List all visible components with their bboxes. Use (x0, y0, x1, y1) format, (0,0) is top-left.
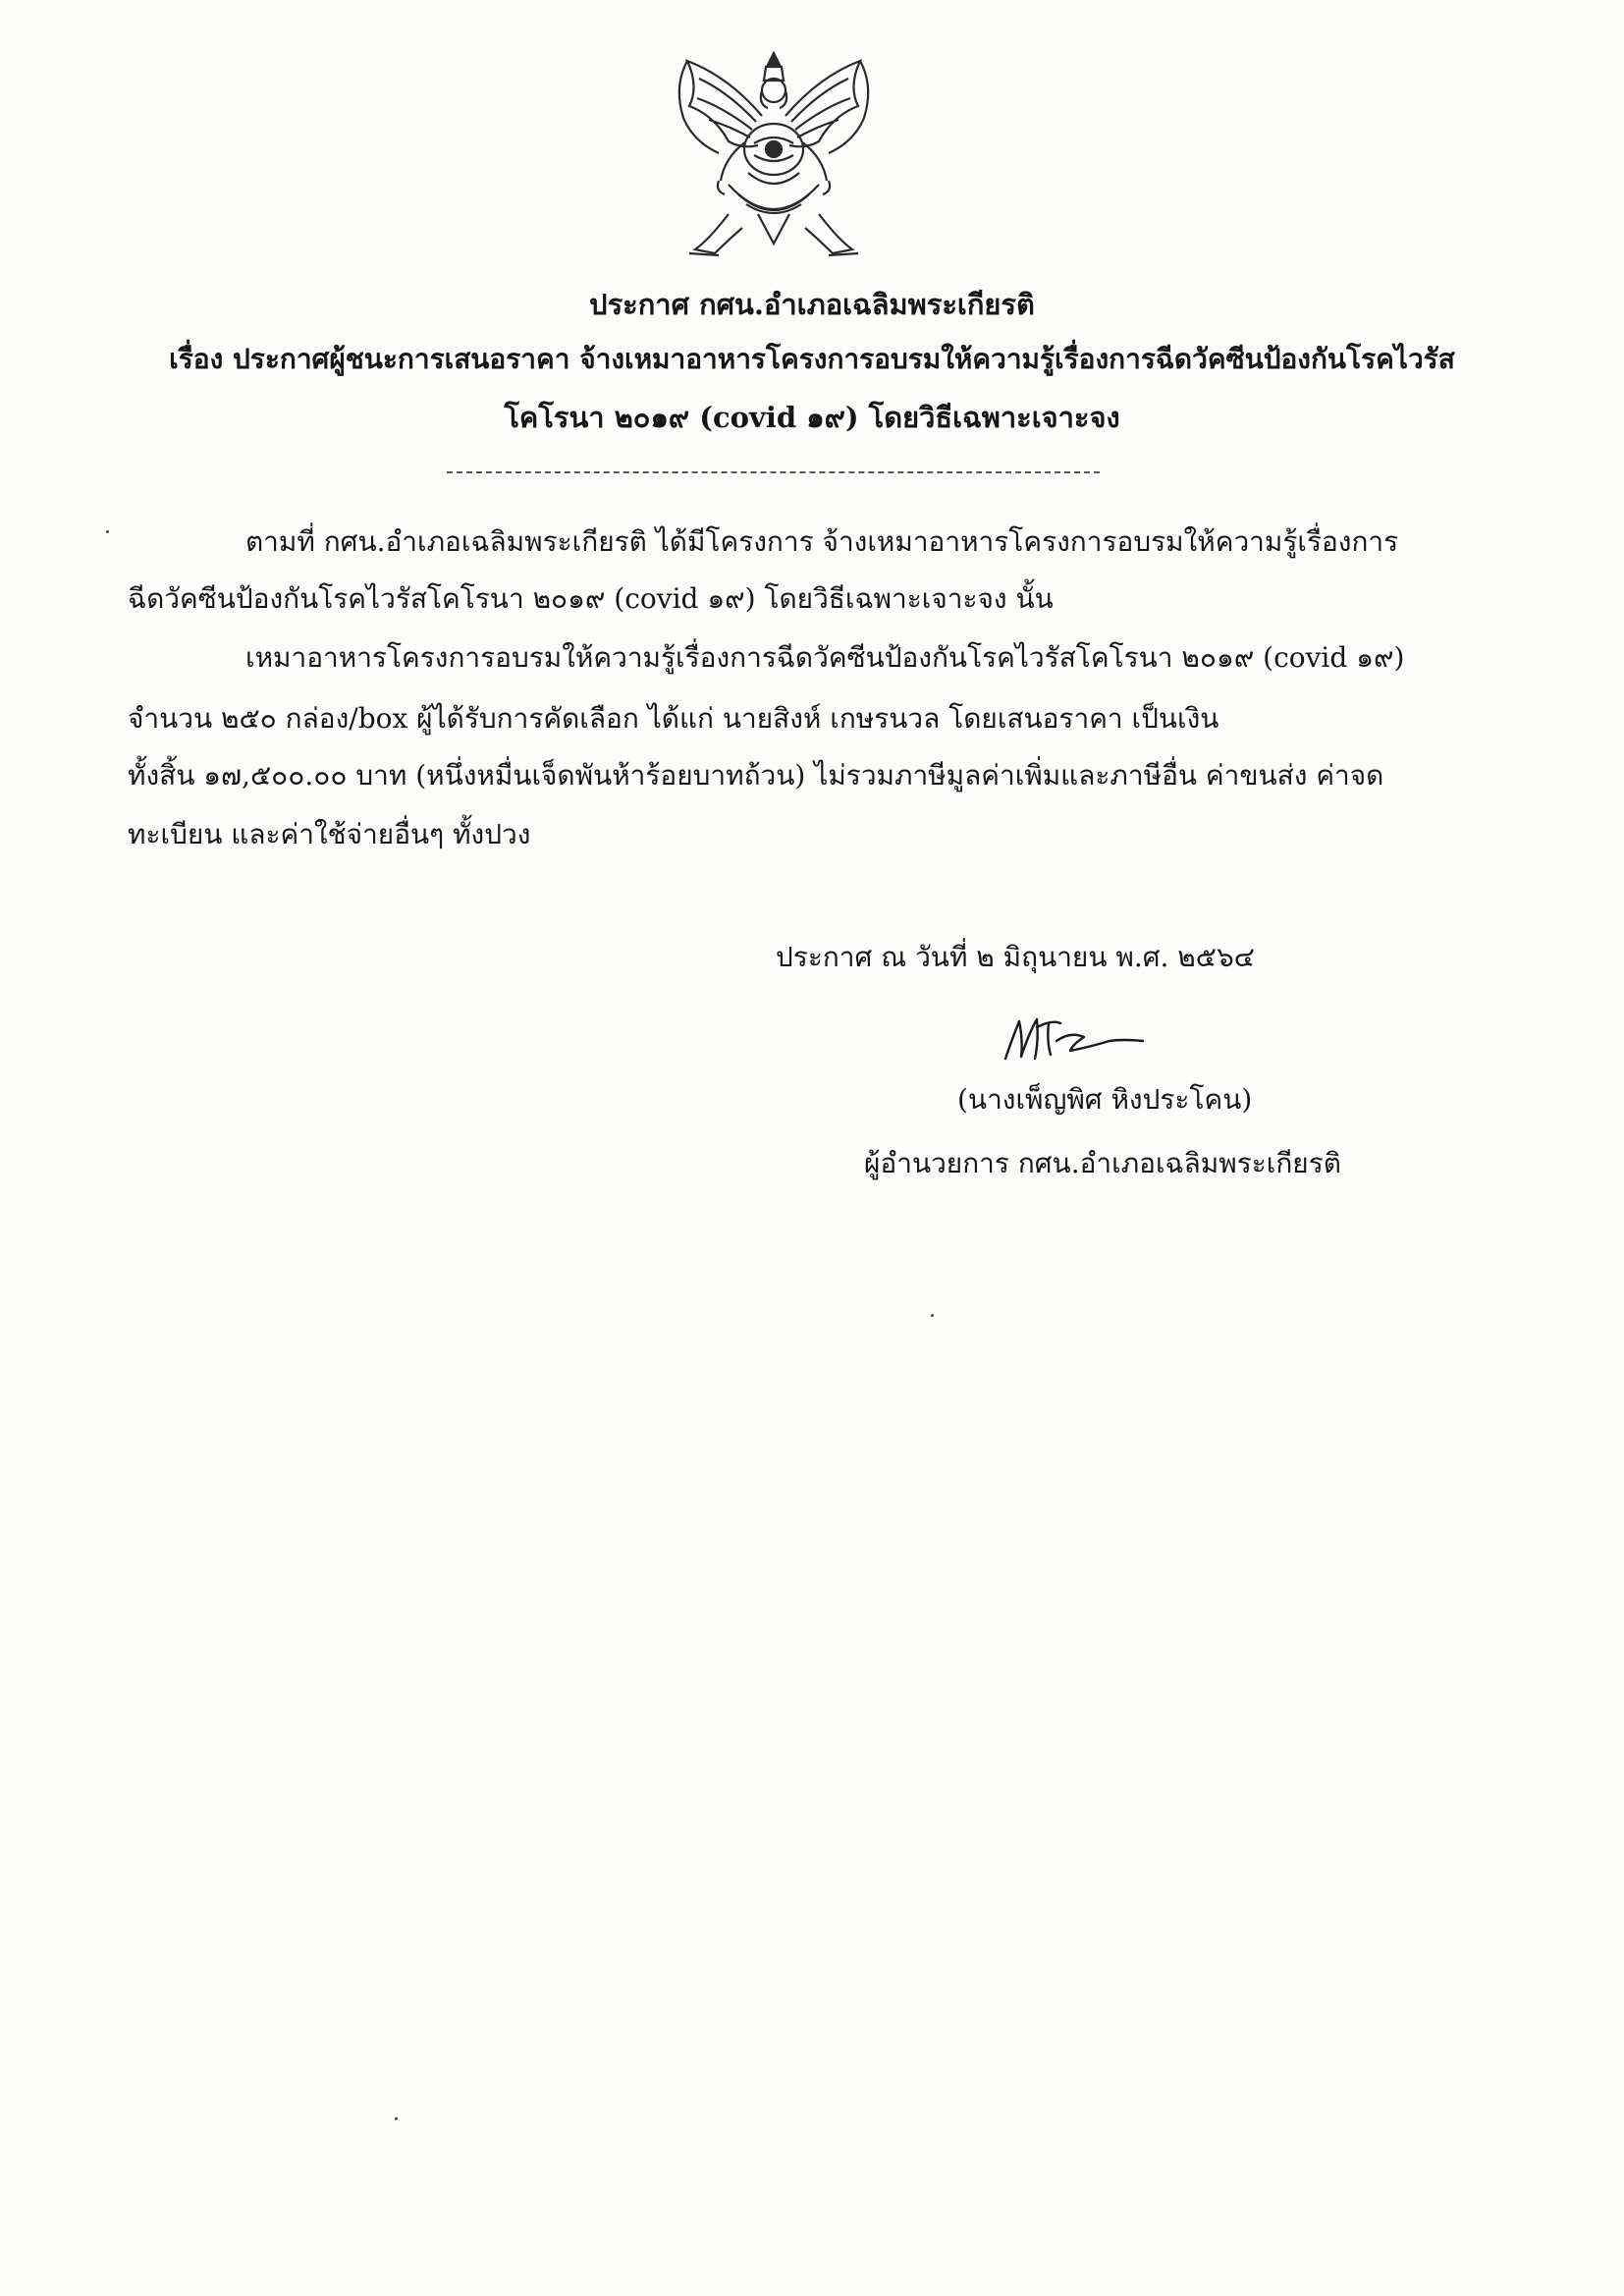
body-line-1: ตามที่ กศน.อำเภอเฉลิมพระเกียรติ ได้มีโครงการ จ้างเหมาอาหารโครงการอบรมให้ความรู้เรื่องการ (245, 525, 1399, 558)
body-line-6: ทะเบียน และค่าใช้จ่ายอื่นๆ ทั้งปวง (128, 818, 531, 850)
signatory-name: (นางเพ็ญพิศ หิงประโคน) (957, 1083, 1253, 1116)
scan-speck (395, 2117, 398, 2120)
garuda-emblem-icon (660, 47, 888, 275)
body-line-3: เหมาอาหารโครงการอบรมให้ความรู้เรื่องการฉีดวัคซีนป้องกันโรคไวรัสโคโรนา ๒๐๑๙ (covid ๑๙) (245, 641, 1405, 674)
scan-speck (931, 1314, 934, 1317)
signatory-position: ผู้อำนวยการ กศน.อำเภอเฉลิมพระเกียรติ (864, 1147, 1341, 1179)
divider-line (447, 471, 1100, 473)
body-line-2: ฉีดวัคซีนป้องกันโรคไวรัสโคโรนา ๒๐๑๙ (covid ๑๙) โดยวิธีเฉพาะเจาะจง นั้น (128, 582, 1054, 615)
subject-line-1: เรื่อง ประกาศผู้ชนะการเสนอราคา จ้างเหมาอาหารโครงการอบรมให้ความรู้เรื่องการฉีดวัคซีนป้องกันโรคไวรัส (169, 343, 1455, 375)
body-line-4: จำนวน ๒๕๐ กล่อง/box ผู้ได้รับการคัดเลือก ได้แก่ นายสิงห์ เกษรนวล โดยเสนอราคา เป็นเงิน (128, 702, 1219, 735)
announcement-title: ประกาศ กศน.อำเภอเฉลิมพระเกียรติ (589, 288, 1035, 321)
handwritten-signature (1001, 1011, 1149, 1066)
body-line-5: ทั้งสิ้น ๑๗,๕๐๐.๐๐ บาท (หนึ่งหมื่นเจ็ดพันห้าร้อยบาทถ้วน) ไม่รวมภาษีมูลค่าเพิ่มและภาษีอื่น ค่าขนส่ง ค่าจด (128, 759, 1384, 792)
announcement-date: ประกาศ ณ วันที่ ๒ มิถุนายน พ.ศ. ๒๕๖๔ (776, 941, 1255, 973)
subject-line-2: โคโรนา ๒๐๑๙ (covid ๑๙) โดยวิธีเฉพาะเจาะจง (504, 401, 1120, 434)
scan-speck (106, 530, 109, 533)
